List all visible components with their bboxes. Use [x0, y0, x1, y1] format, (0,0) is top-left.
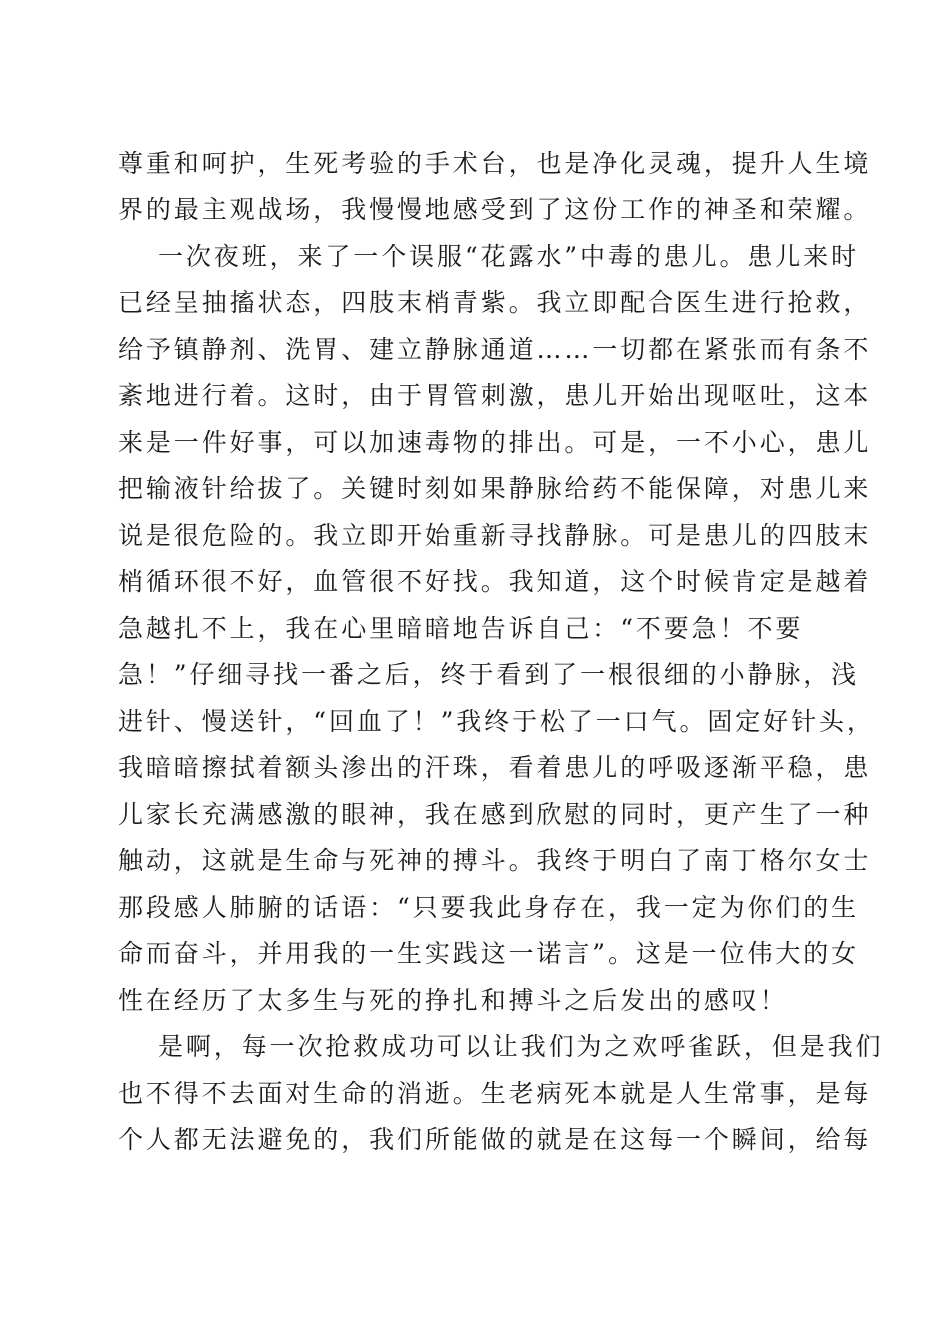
text-line: 界的最主观战场，我慢慢地感受到了这份工作的神圣和荣耀。 [118, 195, 872, 224]
text-line: 来是一件好事，可以加速毒物的排出。可是，一不小心，患儿 [118, 428, 872, 457]
text-line: 已经呈抽搐状态，四肢末梢青紫。我立即配合医生进行抢救， [118, 288, 872, 317]
text-line: 急越扎不上，我在心里暗暗地告诉自己：“不要急！不要 [118, 614, 804, 643]
text-line: 给予镇静剂、洗胃、建立静脉通道……一切都在紧张而有条不 [118, 335, 872, 364]
text-line: 紊地进行着。这时，由于胃管刺激，患儿开始出现呕吐，这本 [118, 381, 872, 410]
text-line: 把输液针给拔了。关键时刻如果静脉给药不能保障，对患儿来 [118, 474, 872, 503]
text-line: 儿家长充满感激的眼神，我在感到欣慰的同时，更产生了一种 [118, 800, 872, 829]
text-line: 命而奋斗，并用我的一生实践这一诺言”。这是一位伟大的女 [118, 939, 860, 968]
text-line: 那段感人肺腑的话语：“只要我此身存在，我一定为你们的生 [118, 893, 860, 922]
text-line: 一次夜班，来了一个误服“花露水”中毒的患儿。患儿来时 [158, 242, 859, 271]
text-line: 个人都无法避免的，我们所能做的就是在这每一个瞬间，给每 [118, 1125, 872, 1154]
text-line: 急！”仔细寻找一番之后，终于看到了一根很细的小静脉，浅 [118, 660, 860, 689]
text-line: 我暗暗擦拭着额头渗出的汗珠，看着患儿的呼吸逐渐平稳，患 [118, 753, 872, 782]
text-line: 性在经历了太多生与死的挣扎和搏斗之后发出的感叹！ [118, 986, 788, 1015]
text-line: 也不得不去面对生命的消逝。生老病死本就是人生常事，是每 [118, 1079, 872, 1108]
text-line: 是啊，每一次抢救成功可以让我们为之欢呼雀跃，但是我们 [158, 1032, 884, 1061]
text-line: 尊重和呵护，生死考验的手术台，也是净化灵魂，提升人生境 [118, 149, 872, 178]
text-line: 梢循环很不好，血管很不好找。我知道，这个时候肯定是越着 [118, 567, 872, 596]
text-line: 触动，这就是生命与死神的搏斗。我终于明白了南丁格尔女士 [118, 846, 872, 875]
text-line: 说是很危险的。我立即开始重新寻找静脉。可是患儿的四肢末 [118, 521, 872, 550]
text-line: 进针、慢送针，“回血了！”我终于松了一口气。固定好针头， [118, 707, 875, 736]
